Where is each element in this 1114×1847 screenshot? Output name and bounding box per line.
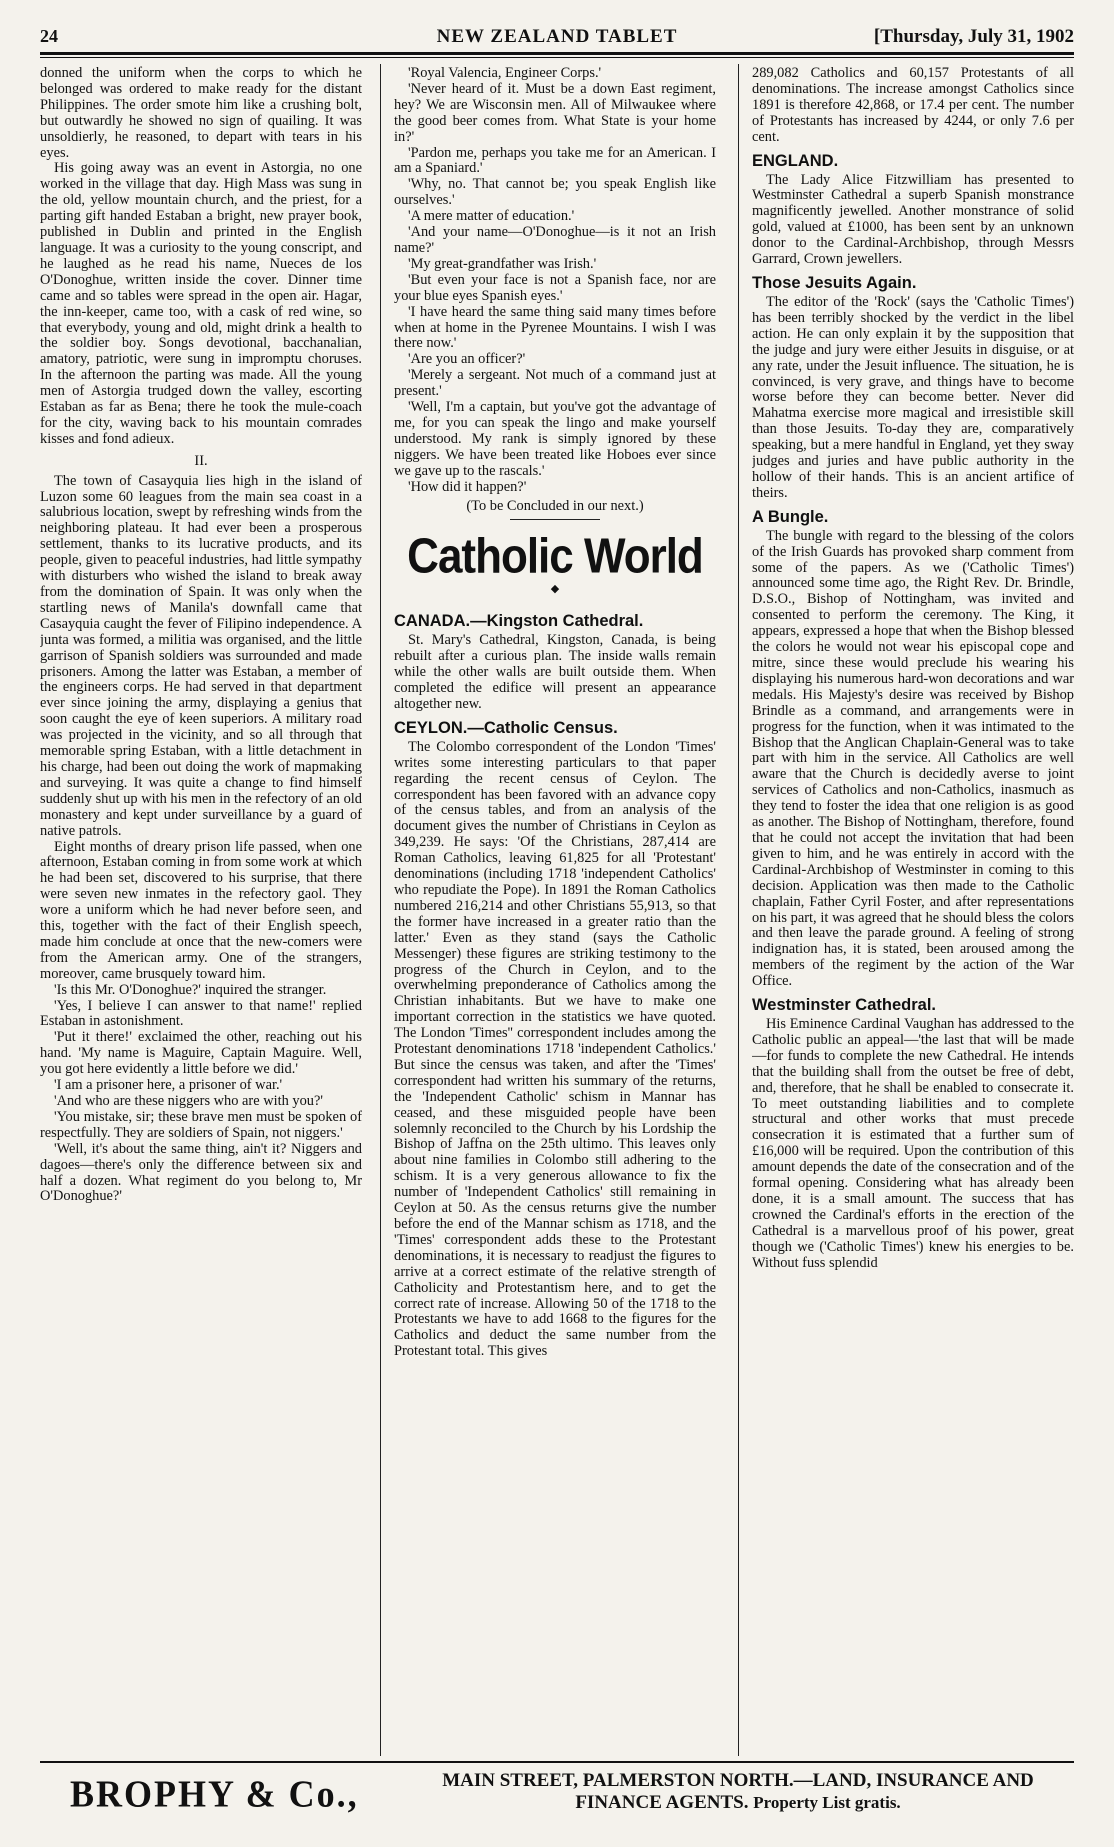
news-heading: Westminster Cathedral. (752, 996, 936, 1015)
dialogue-line: 'Is this Mr. O'Donoghue?' inquired the stranger. (54, 981, 327, 998)
news-paragraph: The bungle with regard to the blessing of the colors of the Irish Guards has provoked sharp comment from some of the papers. As we ('Catholic Times') announced some time ago, the Right Rev. Dr. Brindle, D.S.O., Bishop of Nottingham, was invited and consented to perform the ceremony. The King, it appears, expressed a hope that when the Bishop blessed the colors he would not wear his episcopal cope and mitre, since these would preclude his wearing his displaying his numerous hard-won decorations and war medals. His Majesty's desire was received by Bishop Brindle as a command, and arrangements were in progress for the function, when it was intimated to the Bishop that the Anglican Chaplain-General was to take part with him in the service. All Catholics are well aware that the Church is decidedly averse to joint services of Catholics and non-Catholics, inasmuch as they tend to foster the idea that one religion is as good as another. The Bishop of Nottingham, therefore, found that he could not accept the invitation that had been given to him, and he was entirely in accord with the Cardinal-Archbishop of Westminster in coming to this decision. Application was then made to the Catholic chaplain, Father Cyril Foster, and after representations on his part, it was agreed that he should bless the colors and then leave the parade ground. A feeling of strong indignation has, it is stated, been aroused among the members of the regiment by the action of the War Office. (752, 527, 1074, 990)
dialogue-line: 'Are you an officer?' (408, 351, 526, 368)
story-end-rule (510, 519, 600, 520)
dialogue-line: 'I am a prisoner here, a prisoner of war.' (54, 1077, 283, 1094)
dialogue-line: 'Royal Valencia, Engineer Corps.' (408, 66, 602, 81)
news-paragraph: The Colombo correspondent of the London 'Times' writes some interesting particulars to that paper regarding the recent census of Ceylon. The correspondent has been favored with an advance copy of the census tables, and from an analysis of the document gives the number of Christians in Ceylon as 349,239. He says: 'Of the Christians, 287,414 are Roman Catholics, leaving 61,825 for all 'Protestant' denominations (including 1718 'independent Catholics' who repudiate the Pope). In 1891 the Roman Catholics numbered 216,214 and other Christians 55,913, so that the former have increased in a greater ratio than the latter.' Even as they stand (says the Catholic Messenger) these figures are striking testimony to the progress of the Church in Ceylon, and to the overwhelming preponderance of Catholics among the Christian inhabitants. But we have to make one important correction in the statistics we have quoted. The London 'Times'' correspondent includes among the Protestant denominations 1718 'independent Catholics.' But since the census was taken, and after the 'Times' correspondent had written his summary of the returns, the 'Independent Catholic' schism in Mannar has ceased, and these misguided people have been solemnly reconciled to the Church by his Lordship the Bishop of Jaffna on the 25th ultimo. This leaves only about nine families in Colombo still adhering to the schism. It is a very generous allowance to fix the number of 'Independent Catholics' still remaining in Ceylon at 50. As the census returns give the number before the end of the Mannar schism as 1718, and the 'Times' correspondent adds these to the Protestant denominations, it is necessary to readjust the figures to arrive at a correct estimate of the relative strength of Catholicity and Protestantism here, and to get the correct rate of increase. Allowing 50 of the 1718 to the Protestants we have to add 1668 to the figures for the Catholics and deduct the same number from the Protestant total. This gives (394, 738, 716, 1360)
advertiser-name: BROPHY & Co., (70, 1773, 359, 1815)
dialogue-line: 'Pardon me, perhaps you take me for an American. I am a Spaniard.' (394, 144, 716, 177)
story-paragraph: donned the uniform when the corps to which he belonged was ordered to make ready for the distant Philippines. The order smote him like a crushing bolt, but outwardly he showed no sign of quailing. It was unsoldierly, he reasoned, to depart with tears in his eyes. (40, 66, 362, 161)
dialogue-line: 'Well, I'm a captain, but you've got the advantage of me, for you can speak the lingo and make yourself understood. My rank is simply ignored by these niggers. We have been treated like Hoboes ever since we gave up to the rascals.' (394, 399, 716, 479)
ad-line-part: FINANCE AGENTS. (575, 1792, 749, 1813)
dialogue-line: 'How did it happen?' (408, 478, 527, 495)
masthead-title: NEW ZEALAND TABLET (436, 26, 678, 47)
continued-note: (To be Concluded in our next.) (466, 498, 644, 515)
diamond-ornament-icon: ◆ (550, 583, 560, 596)
news-heading: CANADA.—Kingston Cathedral. (394, 612, 644, 631)
news-heading: Those Jesuits Again. (752, 273, 917, 292)
news-heading: CEYLON.—Catholic Census. (394, 718, 618, 737)
story-paragraph: Eight months of dreary prison life passed, when one afternoon, Estaban coming in from some work at which he had been set, discovered to his surprise, that there were seven new inmates in the refectory gaol. They wore a uniform which he had never before seen, and this, together with the fact of their English speech, made him conclude at once that the new-comers were from the American army. One of the strangers, moreover, came brusquely toward him. (40, 838, 362, 982)
news-heading: A Bungle. (752, 507, 829, 526)
dialogue-line: 'Never heard of it. Must be a down East regiment, hey? We are Wisconsin men. All of Milwaukee where the good beer comes from. What State is your home in?' (394, 80, 716, 145)
dialogue-line: 'But even your face is not a Spanish face, nor are your blue eyes Spanish eyes.' (394, 271, 716, 304)
dialogue-line: 'Put it there!' exclaimed the other, reaching out his hand. 'My name is Maguire, Captain Maguire. Well, you got here evidently a little before we did.' (40, 1029, 362, 1078)
story-paragraph: The town of Casayquia lies high in the island of Luzon some 60 leagues from the main sea coast in a salubrious location, swept by refreshing winds from the neighboring plateau. It had ever been a prosperous settlement, thanks to its lucrative products, and its people, given to peaceful industries, had little sympathy with disturbers who wished the island to break away from the domination of Spain. It was only when the startling news of Manila's downfall came that Casayquia caught the fever of Filipino independence. A junta was formed, a militia was organised, and the little garrison of Spanish soldiers was surrounded and made prisoners. Among the latter was Estaban, a member of the engineers corps. He had served in that department ever since joining the army, displaying a genius that soon caught the eye of keen superiors. A military road was projected in the vicinity, and so all through that memorable spring Estaban, with a little detachment in his charge, had been out doing the work of mapmaking and surveying. It was quite a change to find himself suddenly shut up with his men in the refectory of an old monastery and kept under surveillance by a guard of native patrols. (40, 472, 362, 839)
issue-date: [Thursday, July 31, 1902 (873, 26, 1074, 47)
dialogue-line: 'You mistake, sir; these brave men must be spoken of respectfully. They are soldiers of Spain, not niggers.' (40, 1108, 362, 1141)
news-paragraph: 289,082 Catholics and 60,157 Protestants of all denominations. The increase amongst Catholics since 1891 is therefore 42,868, or 17.4 per cent. The number of Protestants has increased by 4244, or only 7.6 per cent. (752, 66, 1074, 145)
story-paragraph: His going away was an event in Astorgia, no one worked in the village that day. High Mass was sung in the old, yellow mountain church, and the priest, for a parting gift handed Estaban a bright, new prayer book, published in Dublin and printed in the English language. It was a curiosity to the young conscript, and he laughed as he read his name, Nueces de los O'Donoghue, written inside the cover. Dinner time came and so tables were spread in the open air. Hagar, the inn-keeper, came too, with a cask of red wine, so that everybody, young and old, might drink a health to the soldier boy. Songs devotional, bacchanalian, amatory, patriotic, were sung in impromptu choruses. In the afternoon the parting was made. All the young men of Astorgia trudged down the valley, escorting Estaban as far as Bena; there he took the mule-coach for the city, waving back to his mountain comrades kisses and fond adieux. (40, 160, 362, 447)
header-rule (40, 52, 1074, 58)
dialogue-line: 'My great-grandfather was Irish.' (408, 255, 597, 272)
news-heading: ENGLAND. (752, 151, 839, 170)
column-2 (394, 66, 716, 1756)
ad-line-part: Property List gratis. (753, 1793, 901, 1812)
section-number: II. (194, 452, 208, 469)
news-paragraph: The Lady Alice Fitzwilliam has presented to Westminster Cathedral a superb Spanish monstrance magnificently jewelled. Another monstrance of solid gold, valued at £1000, has been sent by an unknown donor to the Cardinal-Archbishop, through Messrs Garrard, Crown jewellers. (752, 171, 1074, 268)
column-divider (738, 64, 739, 1756)
column-1 (40, 66, 362, 1756)
dialogue-line: 'A mere matter of education.' (408, 208, 575, 225)
dialogue-line: 'And who are these niggers who are with you?' (54, 1093, 323, 1109)
news-paragraph: The editor of the 'Rock' (says the 'Catholic Times') has been terribly shocked by the verdict in the libel action. He can only explain it by the supposition that the judge and jury were either Jesuits in disguise, or at any rate, under the Jesuit influence. The situation, he is convinced, is very grave, and things have to become worse before they can become better. Never did Mahatma exercise more magical and irresistible skill than those Jesuits. To-day they are, comparatively speaking, but a mere handful in England, yet they sway judges and juries and have public authority in the hollow of their hands. This is an ancient artifice of theirs. (752, 293, 1074, 501)
news-paragraph: St. Mary's Cathedral, Kingston, Canada, is being rebuilt after a curious plan. The inside walls remain while the other walls are built outside them. When completed the edifice will present an appearance altogether new. (394, 632, 716, 712)
dialogue-line: 'Merely a sergeant. Not much of a command just at present.' (394, 367, 716, 400)
column-divider (380, 64, 381, 1756)
dialogue-line: 'And your name—O'Donoghue—is it not an Irish name?' (394, 224, 716, 256)
column-3 (752, 66, 1074, 1756)
news-paragraph: His Eminence Cardinal Vaughan has addressed to the Catholic public an appeal—'the last that will be made—for funds to complete the new Cathedral. He intends that the building shall from the outset be free of debt, and, therefore, that he shall be enabled to consecrate it. To meet outstanding liabilities and to complete structural and other works that must precede consecration it is estimated that a further sum of £16,000 will be required. Upon the contribution of this amount depends the date of the consecration and of the formal opening. Considering what has already been done, it is a small amount. The success that has crowned the Cardinal's efforts in the erection of the Cathedral is a marvellous proof of his power, great though we ('Catholic Times') knew his energies to be. Without fuss splendid (752, 1016, 1074, 1271)
section-banner: Catholic World (407, 529, 703, 585)
ad-line (393, 1792, 1083, 1814)
dialogue-line: 'Why, no. That cannot be; you speak English like ourselves.' (394, 176, 716, 209)
footer-rule (40, 1761, 1074, 1763)
ad-line: MAIN STREET, PALMERSTON NORTH.—LAND, INSURANCE AND (442, 1770, 1034, 1791)
page-number: 24 (40, 26, 58, 46)
page-header (40, 22, 1074, 52)
dialogue-line: 'I have heard the same thing said many times before when at home in the Pyrenee Mountains. I wish I was there now.' (394, 303, 716, 352)
dialogue-line: 'Yes, I believe I can answer to that name!' replied Estaban in astonishment. (40, 997, 362, 1030)
advertisement-text (393, 1770, 1083, 1814)
dialogue-line: 'Well, it's about the same thing, ain't it? Niggers and dagoes—there's only the difference between six and half a dozen. What regiment do you belong to, Mr O'Donoghue?' (40, 1140, 362, 1205)
